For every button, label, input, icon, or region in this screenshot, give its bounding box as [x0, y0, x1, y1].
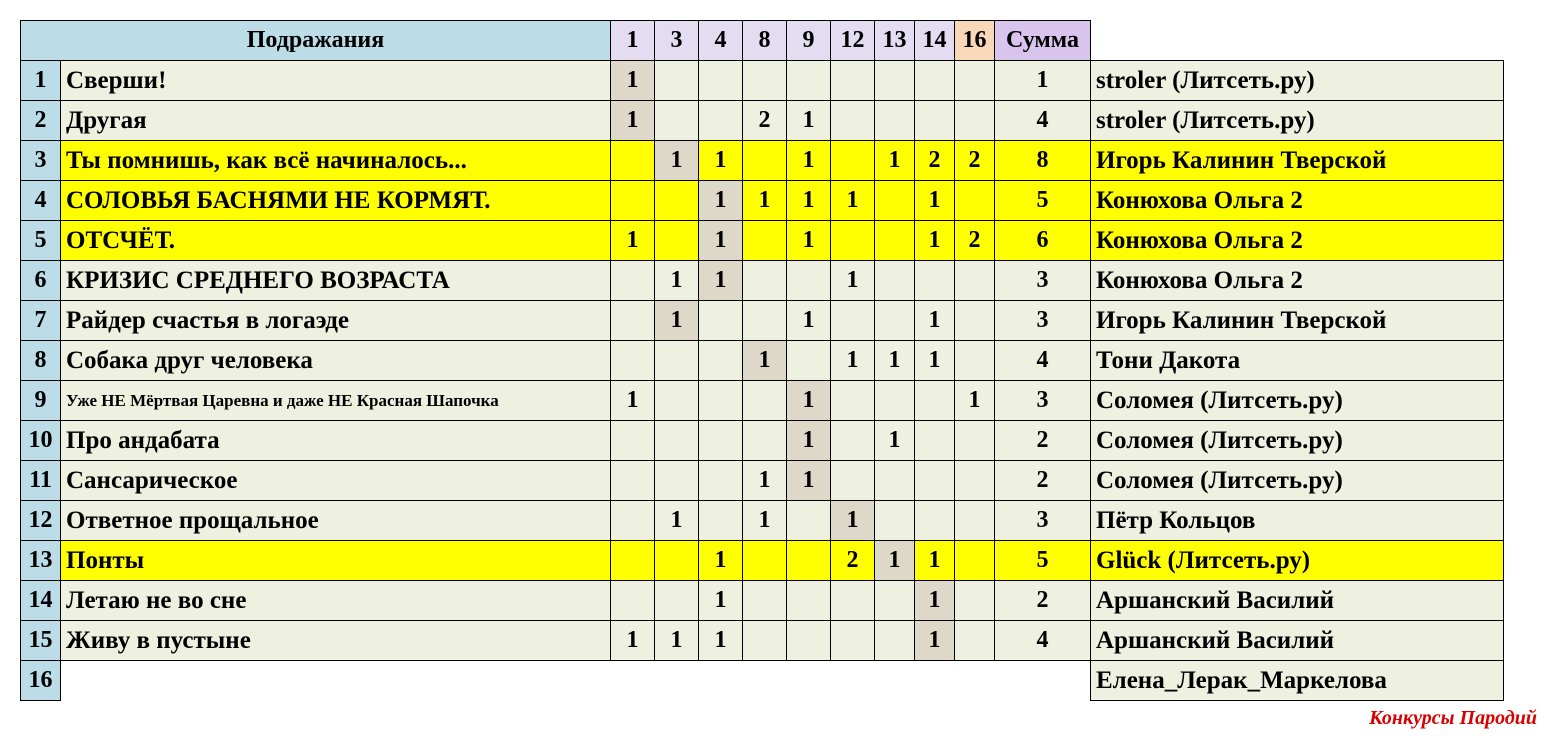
row-title: КРИЗИС СРЕДНЕГО ВОЗРАСТА: [60, 260, 611, 301]
score-cell: [698, 60, 743, 101]
score-cell: 1: [610, 220, 655, 261]
score-cell: [830, 580, 875, 621]
row-sum: 1: [994, 60, 1091, 101]
score-cell: [610, 460, 655, 501]
row-author: Игорь Калинин Тверской: [1090, 300, 1504, 341]
header-sum: Сумма: [994, 20, 1091, 61]
row-author: Glück (Литсеть.ру): [1090, 540, 1504, 581]
score-cell: 1: [742, 180, 787, 221]
score-cell: 1: [786, 300, 831, 341]
row-number: 1: [20, 60, 61, 101]
score-cell: [610, 420, 655, 461]
row-author: Соломея (Литсеть.ру): [1090, 380, 1504, 421]
row-sum: 3: [994, 300, 1091, 341]
score-cell: [874, 220, 915, 261]
row-title: Ответное прощальное: [60, 500, 611, 541]
score-cell: [742, 300, 787, 341]
score-cell: [874, 500, 915, 541]
row-title: Сверши!: [60, 60, 611, 101]
row-number: 12: [20, 500, 61, 541]
row-sum: 3: [994, 500, 1091, 541]
row-number: 9: [20, 380, 61, 421]
score-cell: [610, 580, 655, 621]
score-cell: [830, 460, 875, 501]
score-cell: [786, 500, 831, 541]
score-cell: [610, 180, 655, 221]
score-cell: 1: [954, 380, 995, 421]
score-cell: [742, 60, 787, 101]
score-cell: 1: [610, 60, 655, 101]
score-cell: [654, 460, 699, 501]
header-judge-9: 9: [786, 20, 831, 61]
row-sum: 2: [994, 460, 1091, 501]
score-cell: [874, 620, 915, 661]
score-cell: 1: [914, 540, 955, 581]
score-cell: 1: [830, 500, 875, 541]
score-cell: [654, 420, 699, 461]
score-cell: [914, 420, 955, 461]
score-cell: [954, 100, 995, 141]
score-cell: [786, 620, 831, 661]
score-cell: 1: [786, 460, 831, 501]
header-judge-14: 14: [914, 20, 955, 61]
row-title: Райдер счастья в логаэде: [60, 300, 611, 341]
score-cell: [698, 340, 743, 381]
score-cell: 1: [698, 220, 743, 261]
score-cell: 1: [610, 380, 655, 421]
score-cell: 2: [914, 140, 955, 181]
row-number: 11: [20, 460, 61, 501]
row-title: Уже НЕ Мёртвая Царевна и даже НЕ Красная Шапочка: [60, 380, 611, 421]
row-author: Пётр Кольцов: [1090, 500, 1504, 541]
row-author: Игорь Калинин Тверской: [1090, 140, 1504, 181]
score-cell: [786, 260, 831, 301]
row-sum: 2: [994, 420, 1091, 461]
score-cell: [954, 180, 995, 221]
score-cell: [874, 580, 915, 621]
header-judge-13: 13: [874, 20, 915, 61]
score-cell: [742, 580, 787, 621]
score-cell: [742, 540, 787, 581]
score-cell: 1: [742, 500, 787, 541]
score-cell: 1: [914, 340, 955, 381]
score-cell: 1: [786, 220, 831, 261]
score-cell: [954, 300, 995, 341]
score-cell: [786, 60, 831, 101]
row-sum: 8: [994, 140, 1091, 181]
row-sum: 6: [994, 220, 1091, 261]
score-cell: 1: [874, 420, 915, 461]
score-cell: [954, 260, 995, 301]
score-cell: 1: [786, 380, 831, 421]
row-number: 16: [20, 660, 61, 701]
header-judge-8: 8: [742, 20, 787, 61]
score-cell: [830, 420, 875, 461]
score-cell: [874, 300, 915, 341]
score-cell: 1: [698, 180, 743, 221]
score-cell: 1: [654, 620, 699, 661]
score-cell: [654, 340, 699, 381]
score-cell: [654, 100, 699, 141]
score-cell: 1: [742, 340, 787, 381]
score-cell: [830, 380, 875, 421]
score-cell: 1: [786, 180, 831, 221]
score-cell: [698, 300, 743, 341]
score-cell: [610, 260, 655, 301]
score-cell: [830, 620, 875, 661]
score-cell: [654, 60, 699, 101]
row-author: Конюхова Ольга 2: [1090, 180, 1504, 221]
row-author: stroler (Литсеть.ру): [1090, 60, 1504, 101]
score-cell: 2: [954, 140, 995, 181]
row-number: 6: [20, 260, 61, 301]
score-cell: 1: [654, 260, 699, 301]
score-cell: [610, 500, 655, 541]
row-author: Аршанский Василий: [1090, 580, 1504, 621]
score-cell: [914, 460, 955, 501]
score-cell: 1: [914, 580, 955, 621]
row-title: Летаю не во сне: [60, 580, 611, 621]
score-cell: [954, 420, 995, 461]
score-cell: [610, 540, 655, 581]
score-cell: 1: [698, 620, 743, 661]
score-cell: [654, 380, 699, 421]
score-cell: [954, 620, 995, 661]
score-cell: 1: [914, 180, 955, 221]
score-cell: [954, 340, 995, 381]
row-number: 13: [20, 540, 61, 581]
header-judge-12: 12: [830, 20, 875, 61]
row-number: 14: [20, 580, 61, 621]
score-cell: [914, 60, 955, 101]
row-title: СОЛОВЬЯ БАСНЯМИ НЕ КОРМЯТ.: [60, 180, 611, 221]
score-cell: [654, 580, 699, 621]
score-cell: 1: [654, 300, 699, 341]
score-cell: [698, 500, 743, 541]
score-cell: [874, 460, 915, 501]
row-number: 15: [20, 620, 61, 661]
score-cell: [742, 260, 787, 301]
score-cell: 1: [698, 580, 743, 621]
score-cell: [786, 340, 831, 381]
score-cell: 1: [610, 100, 655, 141]
score-cell: [742, 420, 787, 461]
score-cell: [830, 220, 875, 261]
row-author: Елена_Лерак_Маркелова: [1090, 660, 1504, 701]
score-cell: 2: [830, 540, 875, 581]
score-cell: [786, 540, 831, 581]
row-title: Другая: [60, 100, 611, 141]
score-cell: [654, 180, 699, 221]
row-title: Сансарическое: [60, 460, 611, 501]
score-cell: [914, 500, 955, 541]
row-author: stroler (Литсеть.ру): [1090, 100, 1504, 141]
row-title: Понты: [60, 540, 611, 581]
row-title: Про андабата: [60, 420, 611, 461]
row-sum: 4: [994, 620, 1091, 661]
score-cell: [654, 220, 699, 261]
score-cell: [914, 260, 955, 301]
score-cell: 1: [698, 540, 743, 581]
score-cell: [874, 60, 915, 101]
score-cell: 1: [786, 140, 831, 181]
score-cell: [830, 100, 875, 141]
row-author: Конюхова Ольга 2: [1090, 260, 1504, 301]
score-cell: 1: [874, 140, 915, 181]
score-cell: 1: [698, 140, 743, 181]
row-title: Собака друг человека: [60, 340, 611, 381]
row-sum: 4: [994, 340, 1091, 381]
row-title: Живу в пустыне: [60, 620, 611, 661]
row-sum: 3: [994, 260, 1091, 301]
score-cell: 2: [742, 100, 787, 141]
score-cell: 1: [698, 260, 743, 301]
score-cell: [954, 60, 995, 101]
header-judge-4: 4: [698, 20, 743, 61]
score-cell: [874, 100, 915, 141]
score-cell: [786, 580, 831, 621]
row-sum: 2: [994, 580, 1091, 621]
score-cell: 1: [830, 340, 875, 381]
score-cell: 1: [830, 180, 875, 221]
row-author: Тони Дакота: [1090, 340, 1504, 381]
row-number: 2: [20, 100, 61, 141]
score-cell: [698, 460, 743, 501]
score-cell: 1: [610, 620, 655, 661]
score-cell: [830, 60, 875, 101]
score-cell: [610, 300, 655, 341]
header-title: Подражания: [20, 20, 611, 61]
score-cell: [698, 420, 743, 461]
score-cell: 1: [786, 420, 831, 461]
score-cell: [914, 380, 955, 421]
score-cell: [830, 140, 875, 181]
score-cell: 1: [830, 260, 875, 301]
row-author: Соломея (Литсеть.ру): [1090, 460, 1504, 501]
row-sum: 5: [994, 180, 1091, 221]
score-cell: [742, 380, 787, 421]
row-title: ОТСЧЁТ.: [60, 220, 611, 261]
score-cell: 1: [874, 540, 915, 581]
score-cell: [954, 580, 995, 621]
score-cell: 1: [874, 340, 915, 381]
score-cell: [654, 540, 699, 581]
row-author: Аршанский Василий: [1090, 620, 1504, 661]
row-number: 5: [20, 220, 61, 261]
row-number: 7: [20, 300, 61, 341]
score-cell: 1: [742, 460, 787, 501]
score-cell: 1: [914, 620, 955, 661]
row-sum: 4: [994, 100, 1091, 141]
score-cell: [742, 220, 787, 261]
header-judge-1: 1: [610, 20, 655, 61]
row-author: Соломея (Литсеть.ру): [1090, 420, 1504, 461]
score-cell: 1: [914, 220, 955, 261]
watermark: Конкурсы Пародий: [1369, 707, 1537, 729]
score-cell: [610, 340, 655, 381]
header-judge-16: 16: [954, 20, 995, 61]
score-cell: [914, 100, 955, 141]
score-cell: 2: [954, 220, 995, 261]
row-title: Ты помнишь, как всё начиналось...: [60, 140, 611, 181]
score-cell: 1: [786, 100, 831, 141]
row-number: 10: [20, 420, 61, 461]
row-number: 4: [20, 180, 61, 221]
row-number: 8: [20, 340, 61, 381]
row-number: 3: [20, 140, 61, 181]
row-author: Конюхова Ольга 2: [1090, 220, 1504, 261]
row-sum: 5: [994, 540, 1091, 581]
score-cell: [742, 620, 787, 661]
score-cell: [698, 100, 743, 141]
score-cell: [610, 140, 655, 181]
score-cell: [698, 380, 743, 421]
header-judge-3: 3: [654, 20, 699, 61]
score-cell: [874, 380, 915, 421]
score-cell: [874, 180, 915, 221]
score-cell: [954, 500, 995, 541]
score-cell: [742, 140, 787, 181]
score-cell: [954, 460, 995, 501]
score-cell: [830, 300, 875, 341]
score-cell: [954, 540, 995, 581]
score-cell: 1: [654, 140, 699, 181]
score-cell: 1: [914, 300, 955, 341]
score-cell: 1: [654, 500, 699, 541]
row-sum: 3: [994, 380, 1091, 421]
score-cell: [874, 260, 915, 301]
